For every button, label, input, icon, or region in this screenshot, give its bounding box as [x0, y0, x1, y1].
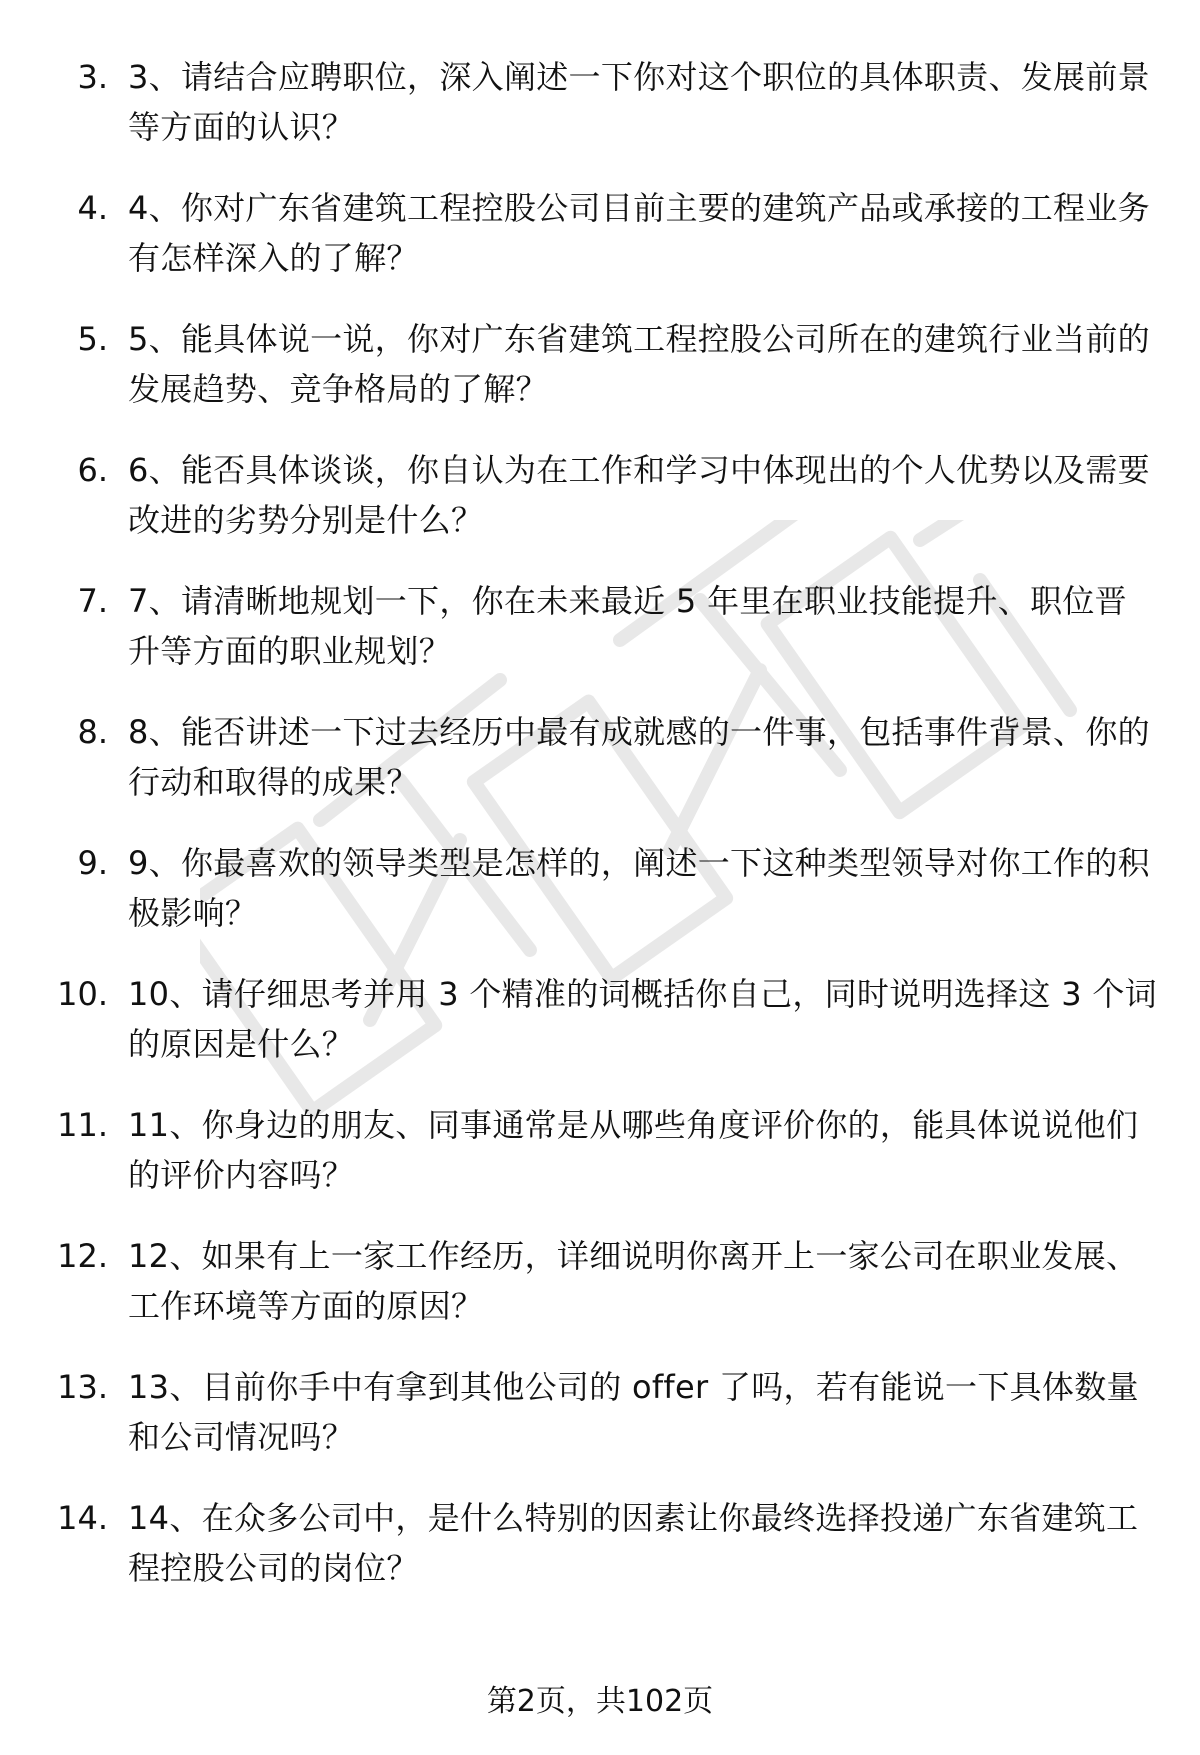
question-item: [0, 445, 1200, 576]
question-number: 5.: [77, 320, 108, 358]
question-text: 12、如果有上一家工作经历，详细说明你离开上一家公司在职业发展、工作环境等方面的原因？: [128, 1237, 1139, 1325]
question-item: [0, 1100, 1200, 1231]
question-item: [0, 183, 1200, 314]
question-number: 13.: [57, 1368, 108, 1406]
question-item: [0, 1231, 1200, 1362]
question-number: 9.: [77, 844, 108, 882]
page-footer: 第2页，共102页: [486, 1684, 714, 1719]
question-text: 6、能否具体谈谈，你自认为在工作和学习中体现出的个人优势以及需要改进的劣势分别是什么？: [128, 451, 1150, 539]
question-number: 10.: [57, 975, 108, 1013]
question-text: 3、请结合应聘职位，深入阐述一下你对这个职位的具体职责、发展前景等方面的认识？: [128, 58, 1150, 146]
question-text: 8、能否讲述一下过去经历中最有成就感的一件事，包括事件背景、你的行动和取得的成果？: [128, 713, 1150, 801]
question-item: [0, 52, 1200, 183]
question-text: 14、在众多公司中，是什么特别的因素让你最终选择投递广东省建筑工程控股公司的岗位？: [128, 1499, 1139, 1587]
question-number: 4.: [77, 189, 108, 227]
question-text: 9、你最喜欢的领导类型是怎样的，阐述一下这种类型领导对你工作的积极影响？: [128, 844, 1150, 932]
question-item: [0, 314, 1200, 445]
question-number: 11.: [57, 1106, 108, 1144]
question-list: [0, 52, 1200, 1624]
question-item: [0, 969, 1200, 1100]
question-item: [0, 838, 1200, 969]
question-text: 5、能具体说一说，你对广东省建筑工程控股公司所在的建筑行业当前的发展趋势、竞争格局的了解？: [128, 320, 1150, 408]
question-text: 13、目前你手中有拿到其他公司的 offer 了吗，若有能说一下具体数量和公司情况吗？: [128, 1368, 1139, 1456]
question-number: 3.: [77, 58, 108, 96]
question-item: [0, 1493, 1200, 1624]
question-number: 12.: [57, 1237, 108, 1275]
question-number: 6.: [77, 451, 108, 489]
question-item: [0, 707, 1200, 838]
question-item: [0, 576, 1200, 707]
question-number: 14.: [57, 1499, 108, 1537]
question-item: [0, 1362, 1200, 1493]
question-text: 7、请清晰地规划一下，你在未来最近 5 年里在职业技能提升、职位晋升等方面的职业规划？: [128, 582, 1127, 670]
question-number: 7.: [77, 582, 108, 620]
question-text: 11、你身边的朋友、同事通常是从哪些角度评价你的，能具体说说他们的评价内容吗？: [128, 1106, 1139, 1194]
question-number: 8.: [77, 713, 108, 751]
question-text: 10、请仔细思考并用 3 个精准的词概括你自己，同时说明选择这 3 个词的原因是什么？: [128, 975, 1157, 1063]
question-text: 4、你对广东省建筑工程控股公司目前主要的建筑产品或承接的工程业务有怎样深入的了解？: [128, 189, 1150, 277]
